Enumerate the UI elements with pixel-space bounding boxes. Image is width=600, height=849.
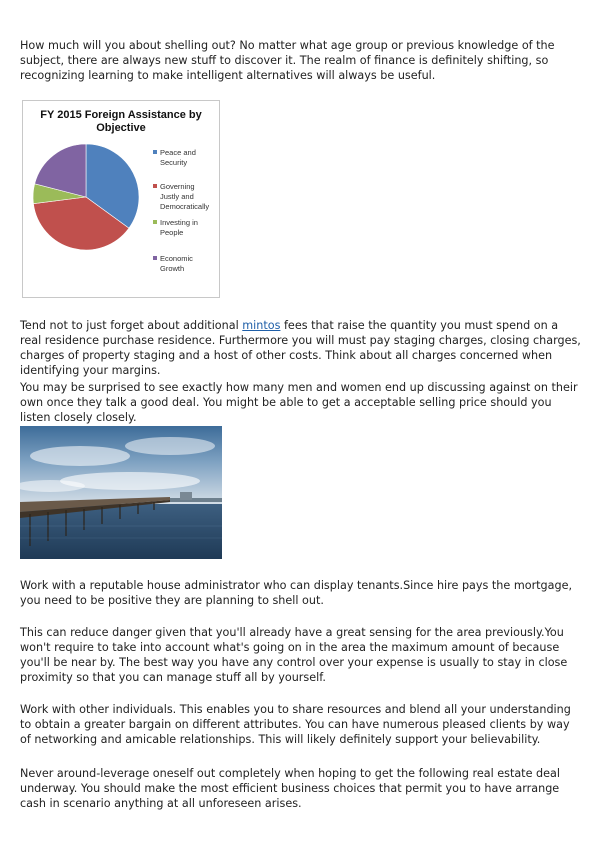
paragraph-negotiation: You may be surprised to see exactly how many men and women end up discussing against on their own once they talk a good deal. You might be able to get a acceptable selling price should you listen closely closely. [20, 381, 578, 424]
legend-label-2-1: People [160, 228, 184, 237]
legend-label-3-1: Growth [160, 264, 185, 273]
paragraph-administrator: Work with a reputable house administrator who can display tenants.Since hire pays the mortgage, you need to be positive they are planning to shell out. [20, 579, 573, 607]
paragraph-fees-start: Tend not to just forget about additional [20, 319, 243, 332]
paragraph-danger: This can reduce danger given that you'll already have a great sensing for the area previously.You won't require to take into account what's going on in the area the maximum amount of because you'll be near by. The best way you have any control over your expense is usually to stay in close proximity so that you can manage stuff all by yourself. [20, 626, 568, 684]
legend-swatch-2 [153, 220, 157, 224]
pie-chart-svg [23, 101, 219, 297]
paragraph-networking: Work with other individuals. This enables you to share resources and blend all your understanding to obtain a greater bargain on different attributes. You can have numerous pleased clients by way of networking and amicable relationships. This will likely definitely support your believability. [20, 703, 571, 746]
pier-photo [20, 426, 222, 559]
legend-label-2-0: Investing in [160, 218, 198, 227]
pier-photo-svg [20, 426, 222, 559]
legend-swatch-1 [153, 184, 157, 188]
chart-title-line-1: FY 2015 Foreign Assistance by [40, 109, 202, 121]
legend-label-1-0: Governing [160, 182, 195, 191]
paragraph-intro: How much will you about shelling out? No matter what age group or previous knowledge of the subject, there are always new stuff to discover it. The realm of finance is definitely shifting, so recognizing learning to make intelligent alternatives will always be useful. [20, 39, 555, 82]
mintos-link[interactable]: mintos [242, 319, 281, 332]
legend-swatch-3 [153, 256, 157, 260]
legend-label-1-2: Democratically [160, 202, 210, 211]
legend-label-0-1: Security [160, 158, 188, 167]
pie-chart-figure [22, 100, 220, 298]
chart-title-line-2: Objective [96, 122, 146, 134]
paragraph-fees [20, 318, 582, 378]
legend-label-0-0: Peace and [160, 148, 196, 157]
paragraph-fees-end: fees that raise the quantity you must spend on a real residence purchase residence. Furthermore you will must pay staging charges, closing charges, charges of property staging and a host of other costs. Think about all charges concerned when identifying your margins. [20, 319, 581, 377]
legend-label-3-0: Economic [160, 254, 193, 263]
legend-swatch-0 [153, 150, 157, 154]
legend-label-1-1: Justly and [160, 192, 194, 201]
paragraph-leverage: Never around-leverage oneself out completely when hoping to get the following real estate deal underway. You should make the most efficient business choices that permit you to have arrange cash in scenario anything at all unforeseen arises. [20, 767, 560, 810]
